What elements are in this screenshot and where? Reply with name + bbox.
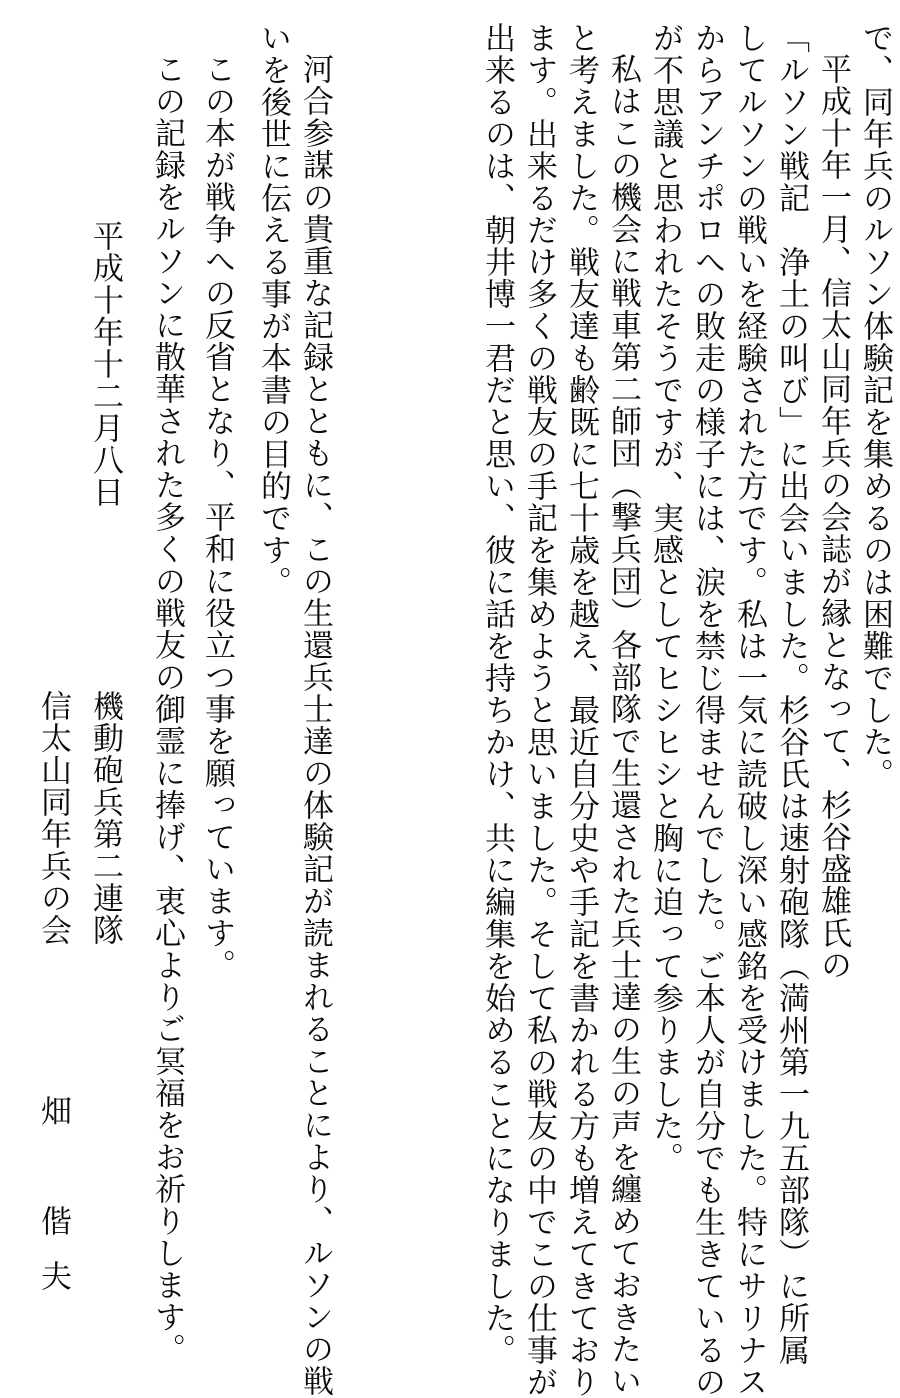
- text-column-10: 出来るのは、朝井博一君だと思い、彼に話を持ちかけ、共に編集を始めることになりました。: [479, 22, 515, 1366]
- signature-author: 畑 偕夫: [35, 1095, 71, 1315]
- text-column-8: と考えました。戦友達も齢既に七十歳を越え、最近自分史や手記を書かれる方も増えてきており: [563, 22, 599, 1398]
- text-column-3: 「ルソン戦記 浄土の叫び」に出会いました。杉谷氏は速射砲隊（満州第一九五部隊）に所属: [773, 22, 809, 1366]
- text-column-12: いを後世に伝える事が本書の目的です。: [255, 22, 291, 598]
- text-column-13: この本が戦争への反省となり、平和に役立つ事を願っています。: [199, 53, 235, 981]
- text-column-2: 平成十年一月、信太山同年兵の会誌が縁となって、杉谷盛雄氏の: [815, 53, 851, 981]
- text-column-1: で、同年兵のルソン体験記を集めるのは困難でした。: [857, 22, 893, 790]
- signature-date: 平成十年十二月八日: [87, 220, 123, 508]
- text-column-6: が不思議と思われたそうですが、実感としてヒシヒシと胸に迫って参りました。: [647, 22, 683, 1174]
- text-column-14: この記録をルソンに散華された多くの戦友の御霊に捧げ、衷心よりご冥福をお祈りします。: [149, 53, 185, 1365]
- text-column-5: からアンチポロへの敗走の様子には、涙を禁じ得ませんでした。ご本人が自分でも生きているの: [689, 22, 725, 1398]
- text-column-7: 私はこの機会に戦車第二師団（撃兵団）各部隊で生還された兵士達の生の声を纏めておきたい: [605, 53, 641, 1397]
- text-column-4: してルソンの戦いを経験された方です。私は一気に読破し深い感銘を受けました。特にサリナス: [731, 22, 767, 1398]
- signature-unit: 機動砲兵第二連隊: [87, 690, 123, 946]
- text-column-9: ます。出来るだけ多くの戦友の手記を集めようと思いました。そして私の戦友の中でこの仕事が: [521, 22, 557, 1398]
- text-column-11: 河合参謀の貴重な記録とともに、この生還兵士達の体験記が読まれることにより、ルソンの戦: [297, 53, 333, 1397]
- signature-association: 信太山同年兵の会: [35, 690, 71, 946]
